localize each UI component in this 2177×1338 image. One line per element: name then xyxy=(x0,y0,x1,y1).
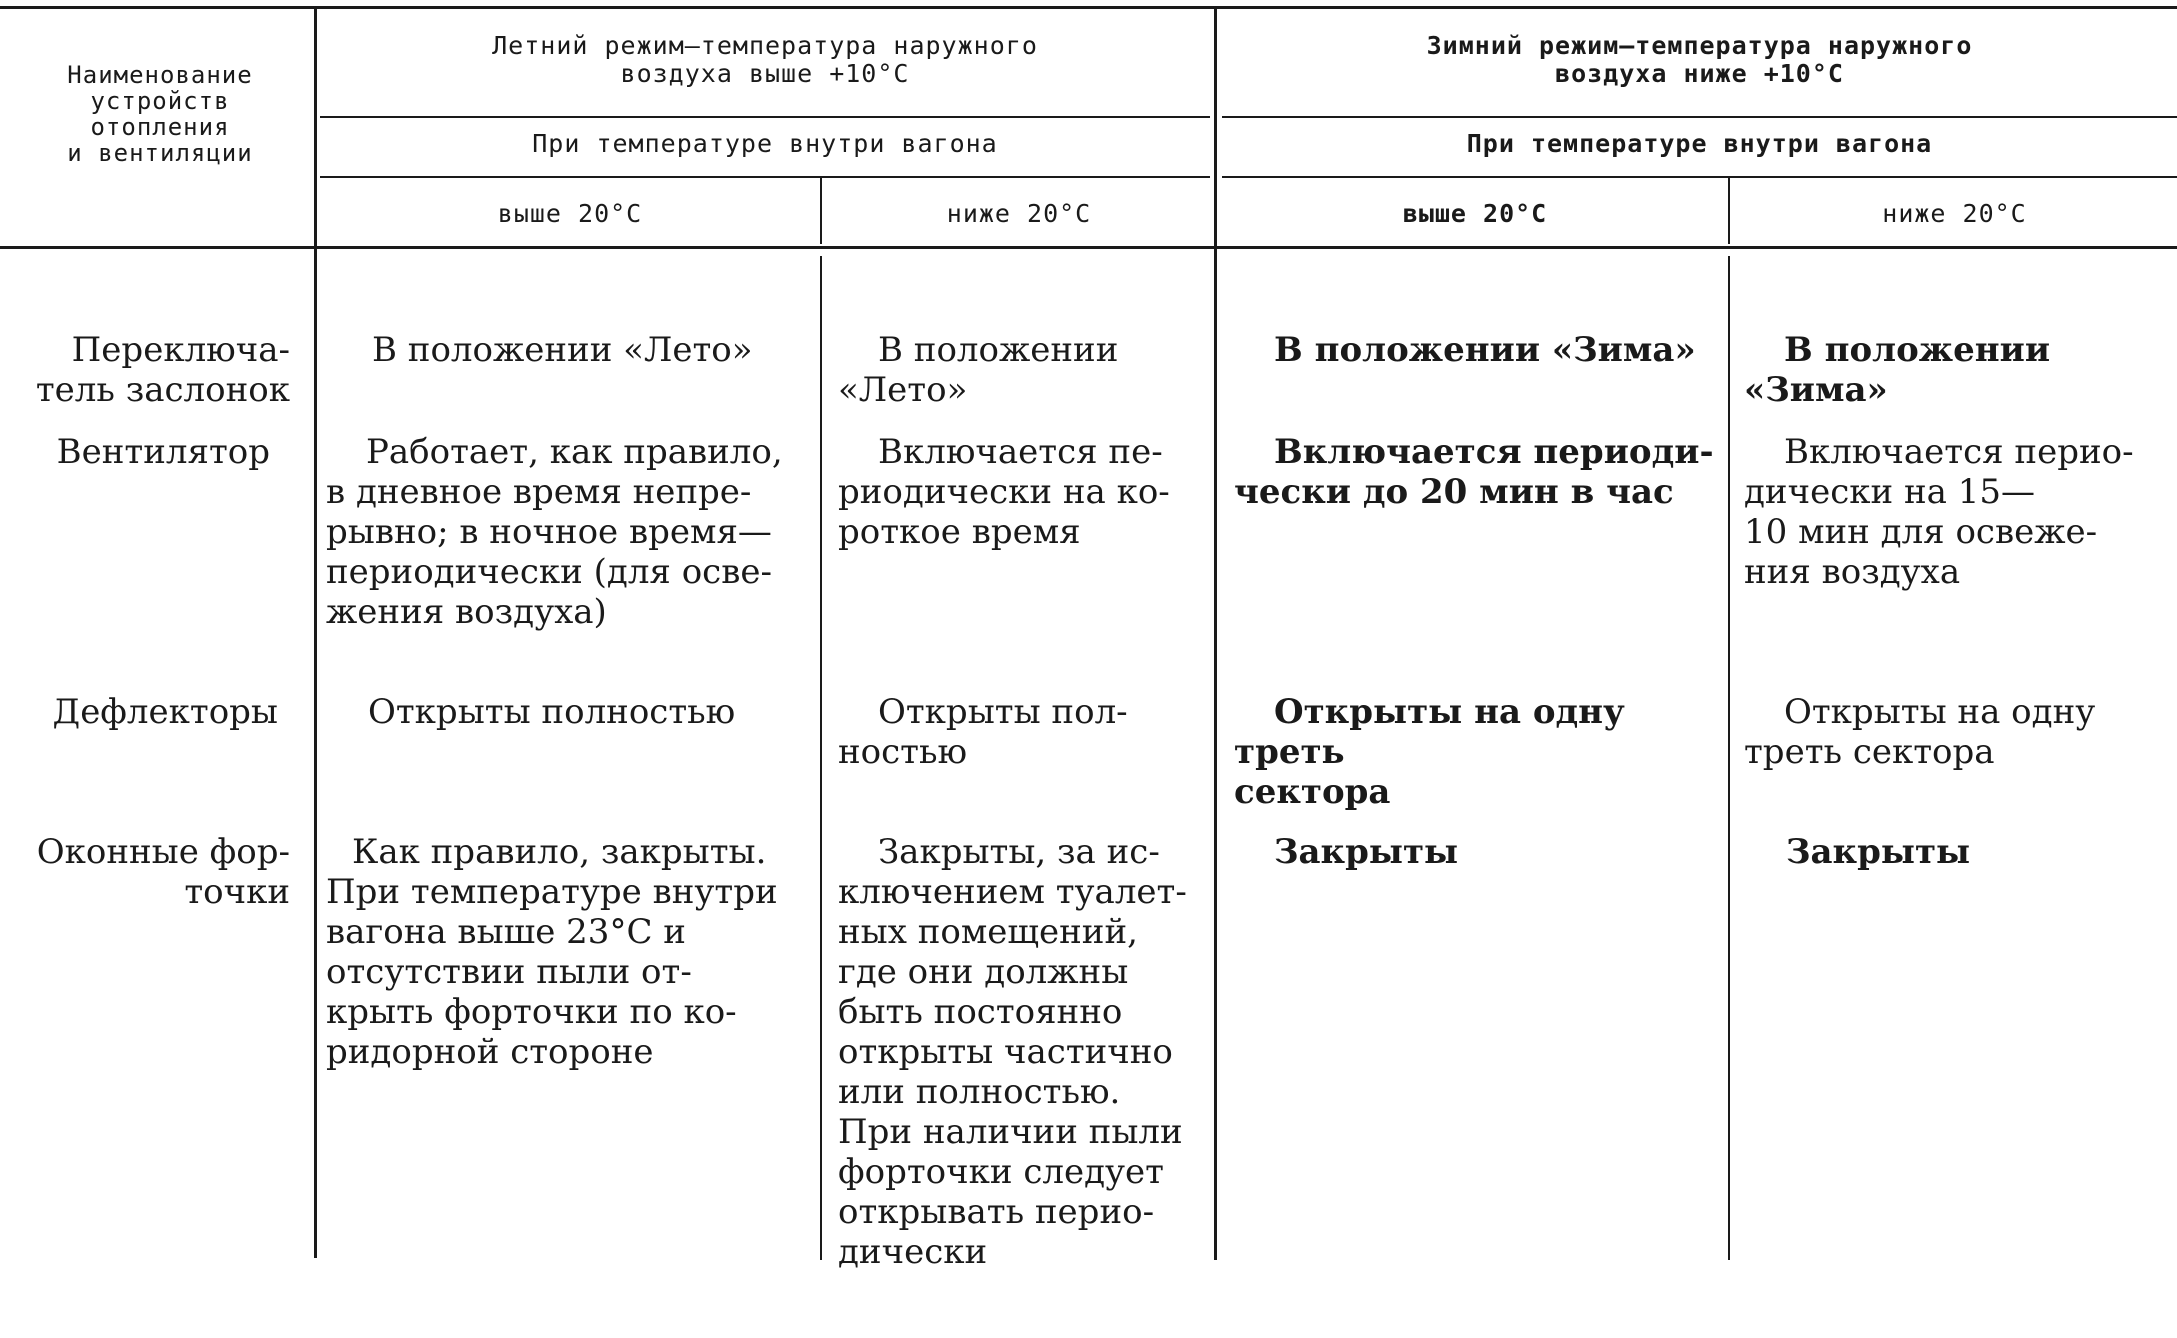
row-name-window-vents: Оконные фор- точки xyxy=(36,832,290,912)
summer-sub-rule xyxy=(320,176,1210,178)
header-bottom-rule xyxy=(0,246,2177,249)
col-divider-1 xyxy=(314,8,317,1258)
top-rule xyxy=(0,6,2177,9)
winter-sub-rule xyxy=(1222,176,2177,178)
col-divider-4 xyxy=(1728,178,1730,244)
header-summer-above: выше 20°С xyxy=(497,199,643,228)
header-winter-sub: При температуре внутри вагона xyxy=(1466,129,1933,158)
cell-vents-winter-below: Закрыты xyxy=(1786,832,1971,872)
header-winter-above: выше 20°С xyxy=(1402,199,1548,228)
cell-deflectors-winter-below: Открыты на одну треть сектора xyxy=(1744,692,2096,772)
header-winter-below: ниже 20°С xyxy=(1882,199,2027,228)
col-divider-2-body xyxy=(820,256,822,1260)
header-device-name: Наименование устройств отопления и вентиляции xyxy=(67,61,253,167)
cell-switch-summer-above: В положении «Лето» xyxy=(372,330,753,370)
header-summer-title: Летний режим—температура наружного воздуха выше +10°С xyxy=(492,31,1038,88)
cell-fan-winter-below: Включается перио- дически на 15— 10 мин для освеже- ния воздуха xyxy=(1744,432,2134,592)
row-name-switch: Переключа- тель заслонок xyxy=(35,330,290,410)
cell-switch-summer-below: В положении «Лето» xyxy=(838,330,1119,410)
row-name-deflectors: Дефлекторы xyxy=(52,692,278,732)
cell-fan-summer-above: Работает, как правило, в дневное время непре- рывно; в ночное время— периодически (для осве- жения воздуха) xyxy=(326,432,783,632)
cell-deflectors-summer-above: Открыты полностью xyxy=(368,692,736,732)
header-summer-sub: При температуре внутри вагона xyxy=(532,129,998,158)
cell-deflectors-summer-below: Открыты пол- ностью xyxy=(838,692,1128,772)
cell-fan-summer-below: Включается пе- риодически на ко- роткое время xyxy=(838,432,1170,552)
cell-vents-summer-above: Как правило, закрыты. При температуре внутри вагона выше 23°С и отсутствии пыли от- крыть форточки по ко- ридорной стороне xyxy=(326,832,778,1072)
cell-switch-winter-above: В положении «Зима» xyxy=(1274,330,1696,370)
col-divider-2 xyxy=(820,178,822,244)
cell-fan-winter-above: Включается периоди- чески до 20 мин в час xyxy=(1234,432,1714,512)
header-winter-title: Зимний режим—температура наружного воздуха ниже +10°С xyxy=(1426,31,1973,88)
cell-vents-winter-above: Закрыты xyxy=(1274,832,1459,872)
header-summer-below: ниже 20°С xyxy=(946,199,1092,228)
cell-deflectors-winter-above: Открыты на одну треть сектора xyxy=(1234,692,1625,812)
cell-vents-summer-below: Закрыты, за ис- ключением туалет- ных помещений, где они должны быть постоянно открыты частично или полностью. При наличии пыли форточки следует открывать перио- дически xyxy=(838,832,1187,1272)
row-name-fan: Вентилятор xyxy=(56,432,270,472)
summer-title-rule xyxy=(320,116,1210,118)
winter-title-rule xyxy=(1222,116,2177,118)
cell-switch-winter-below: В положении «Зима» xyxy=(1744,330,2051,410)
col-divider-3 xyxy=(1214,8,1217,1260)
